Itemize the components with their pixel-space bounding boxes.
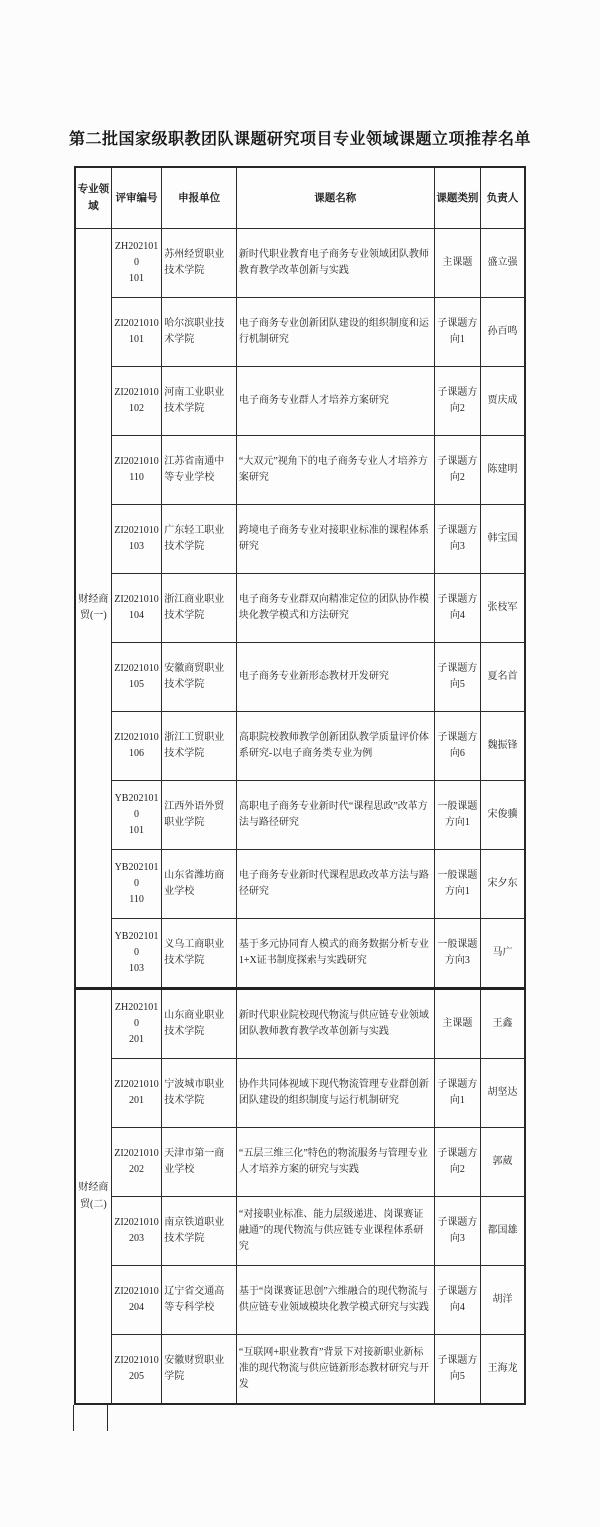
field-cell: 财经商贸(二) (75, 989, 111, 1405)
table-row (75, 919, 525, 989)
unit-cell: 山东商业职业技术学院 (162, 989, 237, 1059)
topic-category-cell: 子课题方 向1 (434, 1059, 480, 1128)
leader-cell: 都国雄 (481, 1197, 525, 1266)
header-unit: 申报单位 (162, 167, 237, 229)
topic-name-cell: 高职电子商务专业新时代“课程思政”改革方法与路径研究 (236, 781, 434, 850)
unit-cell: 安徽商贸职业技术学院 (162, 643, 237, 712)
unit-cell: 宁波城市职业技术学院 (162, 1059, 237, 1128)
unit-cell: 江苏省南通中等专业学校 (162, 436, 237, 505)
table-row (75, 712, 525, 781)
review-code-cell: ZI2021010 202 (111, 1128, 161, 1197)
topic-name-cell: 跨境电子商务专业对接职业标准的课程体系研究 (236, 505, 434, 574)
review-code-cell: ZI2021010 102 (111, 367, 161, 436)
leader-cell: 胡坚达 (481, 1059, 525, 1128)
topic-name-cell: “互联网+职业教育”背景下对接新职业新标准的现代物流与供应链新形态教材研究与开发 (236, 1335, 434, 1405)
leader-cell: 王鑫 (481, 989, 525, 1059)
topic-category-cell: 子课题方 向2 (434, 1128, 480, 1197)
review-code-cell: YB2021010 103 (111, 919, 161, 989)
review-code-cell: ZH2021010 101 (111, 229, 161, 298)
leader-cell: 陈建明 (481, 436, 525, 505)
unit-cell: 河南工业职业技术学院 (162, 367, 237, 436)
leader-cell: 贾庆成 (481, 367, 525, 436)
header-leader: 负责人 (481, 167, 525, 229)
unit-cell: 广东轻工职业技术学院 (162, 505, 237, 574)
review-code-cell: ZI2021010 101 (111, 298, 161, 367)
review-code-cell: ZI2021010 201 (111, 1059, 161, 1128)
leader-cell: 魏振锋 (481, 712, 525, 781)
review-code-cell: ZI2021010 203 (111, 1197, 161, 1266)
topic-name-cell: 电子商务专业群双向精准定位的团队协作模块化教学模式和方法研究 (236, 574, 434, 643)
unit-cell: 天津市第一商业学校 (162, 1128, 237, 1197)
topic-category-cell: 子课题方 向5 (434, 643, 480, 712)
table-row (75, 1128, 525, 1197)
review-code-cell: YB2021010 110 (111, 850, 161, 919)
review-code-cell: ZI2021010 110 (111, 436, 161, 505)
table-row (75, 1335, 525, 1405)
topic-name-cell: 基于“岗课赛证思创”六维融合的现代物流与供应链专业领域模块化教学模式研究与实践 (236, 1266, 434, 1335)
review-code-cell: ZI2021010 204 (111, 1266, 161, 1335)
topic-category-cell: 主课题 (434, 229, 480, 298)
topic-name-cell: 协作共同体视域下现代物流管理专业群创新团队建设的组织制度与运行机制研究 (236, 1059, 434, 1128)
topic-category-cell: 主课题 (434, 989, 480, 1059)
unit-cell: 哈尔滨职业技术学院 (162, 298, 237, 367)
table-row (75, 505, 525, 574)
review-code-cell: ZH2021010 201 (111, 989, 161, 1059)
topic-name-cell: 高职院校教师教学创新团队教学质量评价体系研究-以电子商务类专业为例 (236, 712, 434, 781)
unit-cell: 山东省潍坊商业学校 (162, 850, 237, 919)
topic-category-cell: 子课题方 向2 (434, 367, 480, 436)
header-topic-category: 课题类别 (434, 167, 480, 229)
topic-category-cell: 子课题方 向2 (434, 436, 480, 505)
unit-cell: 浙江商业职业技术学院 (162, 574, 237, 643)
topic-category-cell: 一般课题 方向1 (434, 781, 480, 850)
topic-name-cell: 新时代职业教育电子商务专业领域团队教师教育教学改革创新与实践 (236, 229, 434, 298)
table-row (75, 574, 525, 643)
topic-category-cell: 一般课题 方向1 (434, 850, 480, 919)
table-row (75, 643, 525, 712)
review-code-cell: ZI2021010 103 (111, 505, 161, 574)
topic-name-cell: 电子商务专业创新团队建设的组织制度和运行机制研究 (236, 298, 434, 367)
topic-category-cell: 子课题方 向5 (434, 1335, 480, 1405)
review-code-cell: ZI2021010 105 (111, 643, 161, 712)
leader-cell: 孙百鸣 (481, 298, 525, 367)
table-row (75, 229, 525, 298)
leader-cell: 胡洋 (481, 1266, 525, 1335)
topic-name-cell: 基于多元协同育人模式的商务数据分析专业1+X证书制度探索与实践研究 (236, 919, 434, 989)
table-row (75, 989, 525, 1059)
leader-cell: 盛立强 (481, 229, 525, 298)
recommendation-table (74, 166, 526, 1405)
topic-name-cell: 电子商务专业群人才培养方案研究 (236, 367, 434, 436)
topic-name-cell: “大双元”视角下的电子商务专业人才培养方案研究 (236, 436, 434, 505)
leader-cell: 宋夕东 (481, 850, 525, 919)
table-row (75, 850, 525, 919)
table-row (75, 1197, 525, 1266)
review-code-cell: ZI2021010 205 (111, 1335, 161, 1405)
field-column-continuation-lines (73, 1405, 108, 1431)
leader-cell: 宋俊骥 (481, 781, 525, 850)
leader-cell: 韩宝国 (481, 505, 525, 574)
header-review-code: 评审编号 (111, 167, 161, 229)
leader-cell: 郭葳 (481, 1128, 525, 1197)
review-code-cell: ZI2021010 106 (111, 712, 161, 781)
header-topic-name: 课题名称 (236, 167, 434, 229)
topic-name-cell: “对接职业标准、能力层级递进、岗课赛证融通”的现代物流与供应链专业课程体系研究 (236, 1197, 434, 1266)
unit-cell: 南京铁道职业技术学院 (162, 1197, 237, 1266)
table-row (75, 367, 525, 436)
topic-category-cell: 子课题方 向4 (434, 1266, 480, 1335)
table-row (75, 436, 525, 505)
table-row (75, 298, 525, 367)
leader-cell: 王海龙 (481, 1335, 525, 1405)
unit-cell: 江西外语外贸职业学院 (162, 781, 237, 850)
topic-category-cell: 子课题方 向4 (434, 574, 480, 643)
topic-name-cell: 新时代职业院校现代物流与供应链专业领域团队教师教育教学改革创新与实践 (236, 989, 434, 1059)
review-code-cell: ZI2021010 104 (111, 574, 161, 643)
review-code-cell: YB2021010 101 (111, 781, 161, 850)
unit-cell: 浙江工贸职业技术学院 (162, 712, 237, 781)
topic-category-cell: 子课题方 向3 (434, 1197, 480, 1266)
field-cell: 财经商贸(一) (75, 229, 111, 989)
topic-category-cell: 子课题方 向3 (434, 505, 480, 574)
topic-name-cell: “五层三维三化”特色的物流服务与管理专业人才培养方案的研究与实践 (236, 1128, 434, 1197)
page-title: 第二批国家级职教团队课题研究项目专业领域课题立项推荐名单 (68, 131, 531, 148)
unit-cell: 安徽财贸职业学院 (162, 1335, 237, 1405)
table-row (75, 781, 525, 850)
leader-cell: 夏名首 (481, 643, 525, 712)
table-row (75, 1059, 525, 1128)
topic-category-cell: 子课题方 向1 (434, 298, 480, 367)
topic-category-cell: 子课题方 向6 (434, 712, 480, 781)
table-row (75, 1266, 525, 1335)
topic-name-cell: 电子商务专业新时代课程思政改革方法与路径研究 (236, 850, 434, 919)
leader-cell: 马广 (481, 919, 525, 989)
header-row (75, 167, 525, 229)
header-field: 专业领域 (75, 167, 111, 229)
table-body (75, 229, 525, 1405)
unit-cell: 苏州经贸职业技术学院 (162, 229, 237, 298)
unit-cell: 辽宁省交通高等专科学校 (162, 1266, 237, 1335)
unit-cell: 义乌工商职业技术学院 (162, 919, 237, 989)
topic-category-cell: 一般课题 方向3 (434, 919, 480, 989)
leader-cell: 张枝军 (481, 574, 525, 643)
table-header (75, 167, 525, 229)
topic-name-cell: 电子商务专业新形态教材开发研究 (236, 643, 434, 712)
